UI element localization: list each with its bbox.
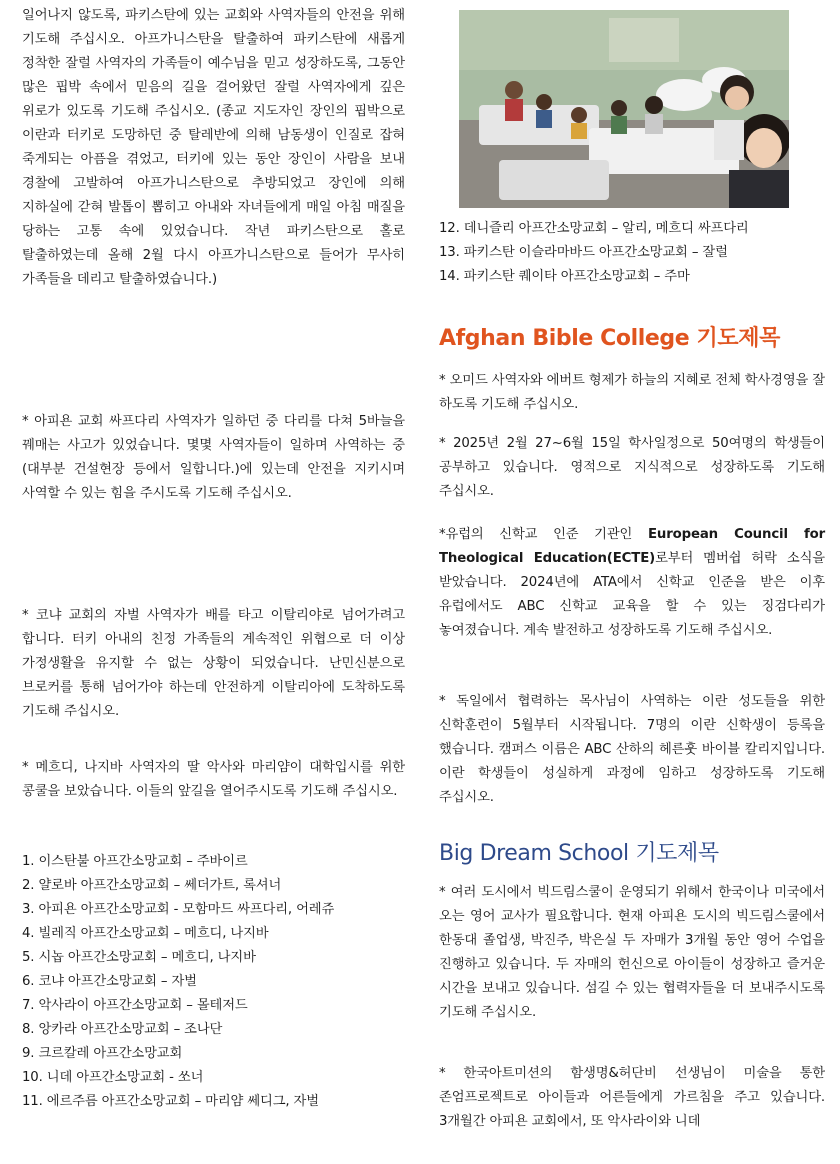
list-item: 5. 시놉 아프간소망교회 – 메흐디, 나지바 xyxy=(22,950,256,965)
list-item: 6. 코냐 아프간소망교회 – 자벌 xyxy=(22,974,197,989)
list-item: 8. 앙카라 아프간소망교회 – 조나단 xyxy=(22,1022,223,1037)
list-item: 10. 니데 아프간소망교회 - 쏘너 xyxy=(22,1070,204,1085)
classroom-photo xyxy=(459,10,789,208)
list-item: 1. 이스탄불 아프간소망교회 – 주바이르 xyxy=(22,854,248,869)
afyon-prayer-paragraph: * 아피욘 교회 싸프다리 사역자가 일하던 중 다리를 다쳐 5바늘을 꿰매는 사고가 있었습니다. 몇몇 사역자들이 일하며 사역하는 중(대부분 건설현장 등에서 일합니다.)에 있는데 안전을 지키시며 사역할 수 있는 힘을 주시도록 기도해 주십시오. xyxy=(22,414,405,501)
list-item: 13. 파키스탄 이슬라마바드 아프간소망교회 – 잘럴 xyxy=(439,245,728,260)
church-list-left xyxy=(22,850,334,1114)
classroom-photo-illustration xyxy=(459,10,789,208)
abc-prayer-3-post: 로부터 멤버쉽 허락 소식을 받았습니다. 2024년에 ATA에서 신학교 인준을 받은 이후 유럽에서도 ABC 신학교 교육을 할 수 있는 징검다리가 놓여졌습니다. 계속 발전하고 성장하도록 기도해 주십시오. xyxy=(439,551,825,638)
ecte-name: European Council for Theological Education(ECTE) xyxy=(439,527,826,566)
list-item: 3. 아피욘 아프간소망교회 - 모함마드 싸프다리, 어레쥬 xyxy=(22,902,335,917)
abc-prayer-2: * 2025년 2월 27~6월 15일 학사일정으로 50여명의 학생들이 공부하고 있습니다. 영적으로 지식적으로 성장하도록 기도해 주십시오. xyxy=(439,436,825,499)
list-item: 7. 악사라이 아프간소망교회 – 몰테저드 xyxy=(22,998,248,1013)
list-item: 9. 크르칼레 아프간소망교회 xyxy=(22,1046,183,1061)
abc-prayer-3 xyxy=(439,523,825,643)
afghan-bible-college-heading: Afghan Bible College 기도제목 xyxy=(439,326,780,351)
list-item: 11. 에르주름 아프간소망교회 – 마리얌 쎄디그, 자벌 xyxy=(22,1094,319,1109)
mehdi-prayer-paragraph: * 메흐디, 나지바 사역자의 딸 악사와 마리얌이 대학입시를 위한 콩쿨을 보았습니다. 이들의 앞길을 열어주시도록 기도해 주십시오. xyxy=(22,760,405,799)
big-dream-school-heading: Big Dream School 기도제목 xyxy=(439,841,719,866)
pakistan-prayer-paragraph: 일어나지 않도록, 파키스탄에 있는 교회와 사역자들의 안전을 위해 기도해 주십시오. 아프가니스탄을 탈출하여 파키스탄에 새롭게 정착한 잘럴 사역자의 가족들이 예수님을 믿고 성장하도록, 그동안 많은 핍박 속에서 믿음의 길을 걸어왔던 잘럴 사역자에게 깊은 위로가 있도록 기도해 주십시오. (종교 지도자인 장인의 핍박으로 이란과 터키로 도망하던 중 탈레반에 의해 남동생이 인질로 잡혀 죽게되는 아픔을 겪었고, 터키에 있는 동안 장인이 사람을 보내 경찰에 고발하여 아프가니스탄으로 추방되었고 장인에 의해 지하실에 갇혀 발톱이 뽑히고 아내와 자녀들에게 매일 아침 매질을 당하는 고통 속에 있었습니다. 작년 파키스탄으로 홀로 탈출하였는데 올해 2월 다시 아프가니스탄으로 들어가 무사히 가족들을 데리고 탈출하였습니다.) xyxy=(22,8,405,287)
abc-prayer-1: * 오미드 사역자와 에버트 형제가 하늘의 지혜로 전체 학사경영을 잘 하도록 기도해 주십시오. xyxy=(439,373,825,412)
konya-prayer-paragraph: * 코냐 교회의 자벌 사역자가 배를 타고 이탈리야로 넘어가려고 합니다. 터키 아내의 친정 가족들의 계속적인 위협으로 더 이상 가정생활을 유지할 수 없는 상황이 되었습니다. 난민신분으로 브로커를 통해 넘어가야 하는데 안전하게 이탈리아에 도착하도록 기도해 주십시오. xyxy=(22,608,405,719)
abc-prayer-3-pre: *유럽의 신학교 인준 기관인 xyxy=(439,527,648,542)
church-list-right xyxy=(439,217,749,289)
list-item: 2. 얄로바 아프간소망교회 – 쎄더가트, 록셔너 xyxy=(22,878,282,893)
list-item: 14. 파키스탄 퀘이타 아프간소망교회 – 주마 xyxy=(439,269,690,284)
abc-prayer-4: * 독일에서 협력하는 목사님이 사역하는 이란 성도들을 위한 신학훈련이 5월부터 시작됩니다. 7명의 이란 신학생이 등록을 했습니다. 캠퍼스 이름은 ABC 산하의 헤른훗 바이블 칼리지입니다. 이란 학생들이 성실하게 과정에 임하고 성장하도록 기도해 주십시오. xyxy=(439,694,825,805)
list-item: 4. 빌레직 아프간소망교회 – 메흐디, 나지바 xyxy=(22,926,269,941)
list-item: 12. 데니즐리 아프간소망교회 – 알리, 메흐디 싸프다리 xyxy=(439,221,749,236)
bds-prayer-2: * 한국아트미션의 함생명&허단비 선생님이 미술을 통한 존엄프로젝트로 아이들과 어른들에게 가르침을 주고 있습니다. 3개월간 아피욘 교회에서, 또 악사라이와 니데 xyxy=(439,1066,825,1129)
bds-prayer-1: * 여러 도시에서 빅드림스쿨이 운영되기 위해서 한국이나 미국에서 오는 영어 교사가 필요합니다. 현재 아피욘 도시의 빅드림스쿨에서 한동대 졸업생, 박진주, 박은실 두 자매가 3개월 동안 영어 수업을 진행하고 있습니다. 두 자매의 헌신으로 아이들이 성장하고 즐거운 시간을 보내고 있습니다. 섬길 수 있는 협력자들을 더 보내주시도록 기도해 주십시오. xyxy=(439,885,825,1020)
